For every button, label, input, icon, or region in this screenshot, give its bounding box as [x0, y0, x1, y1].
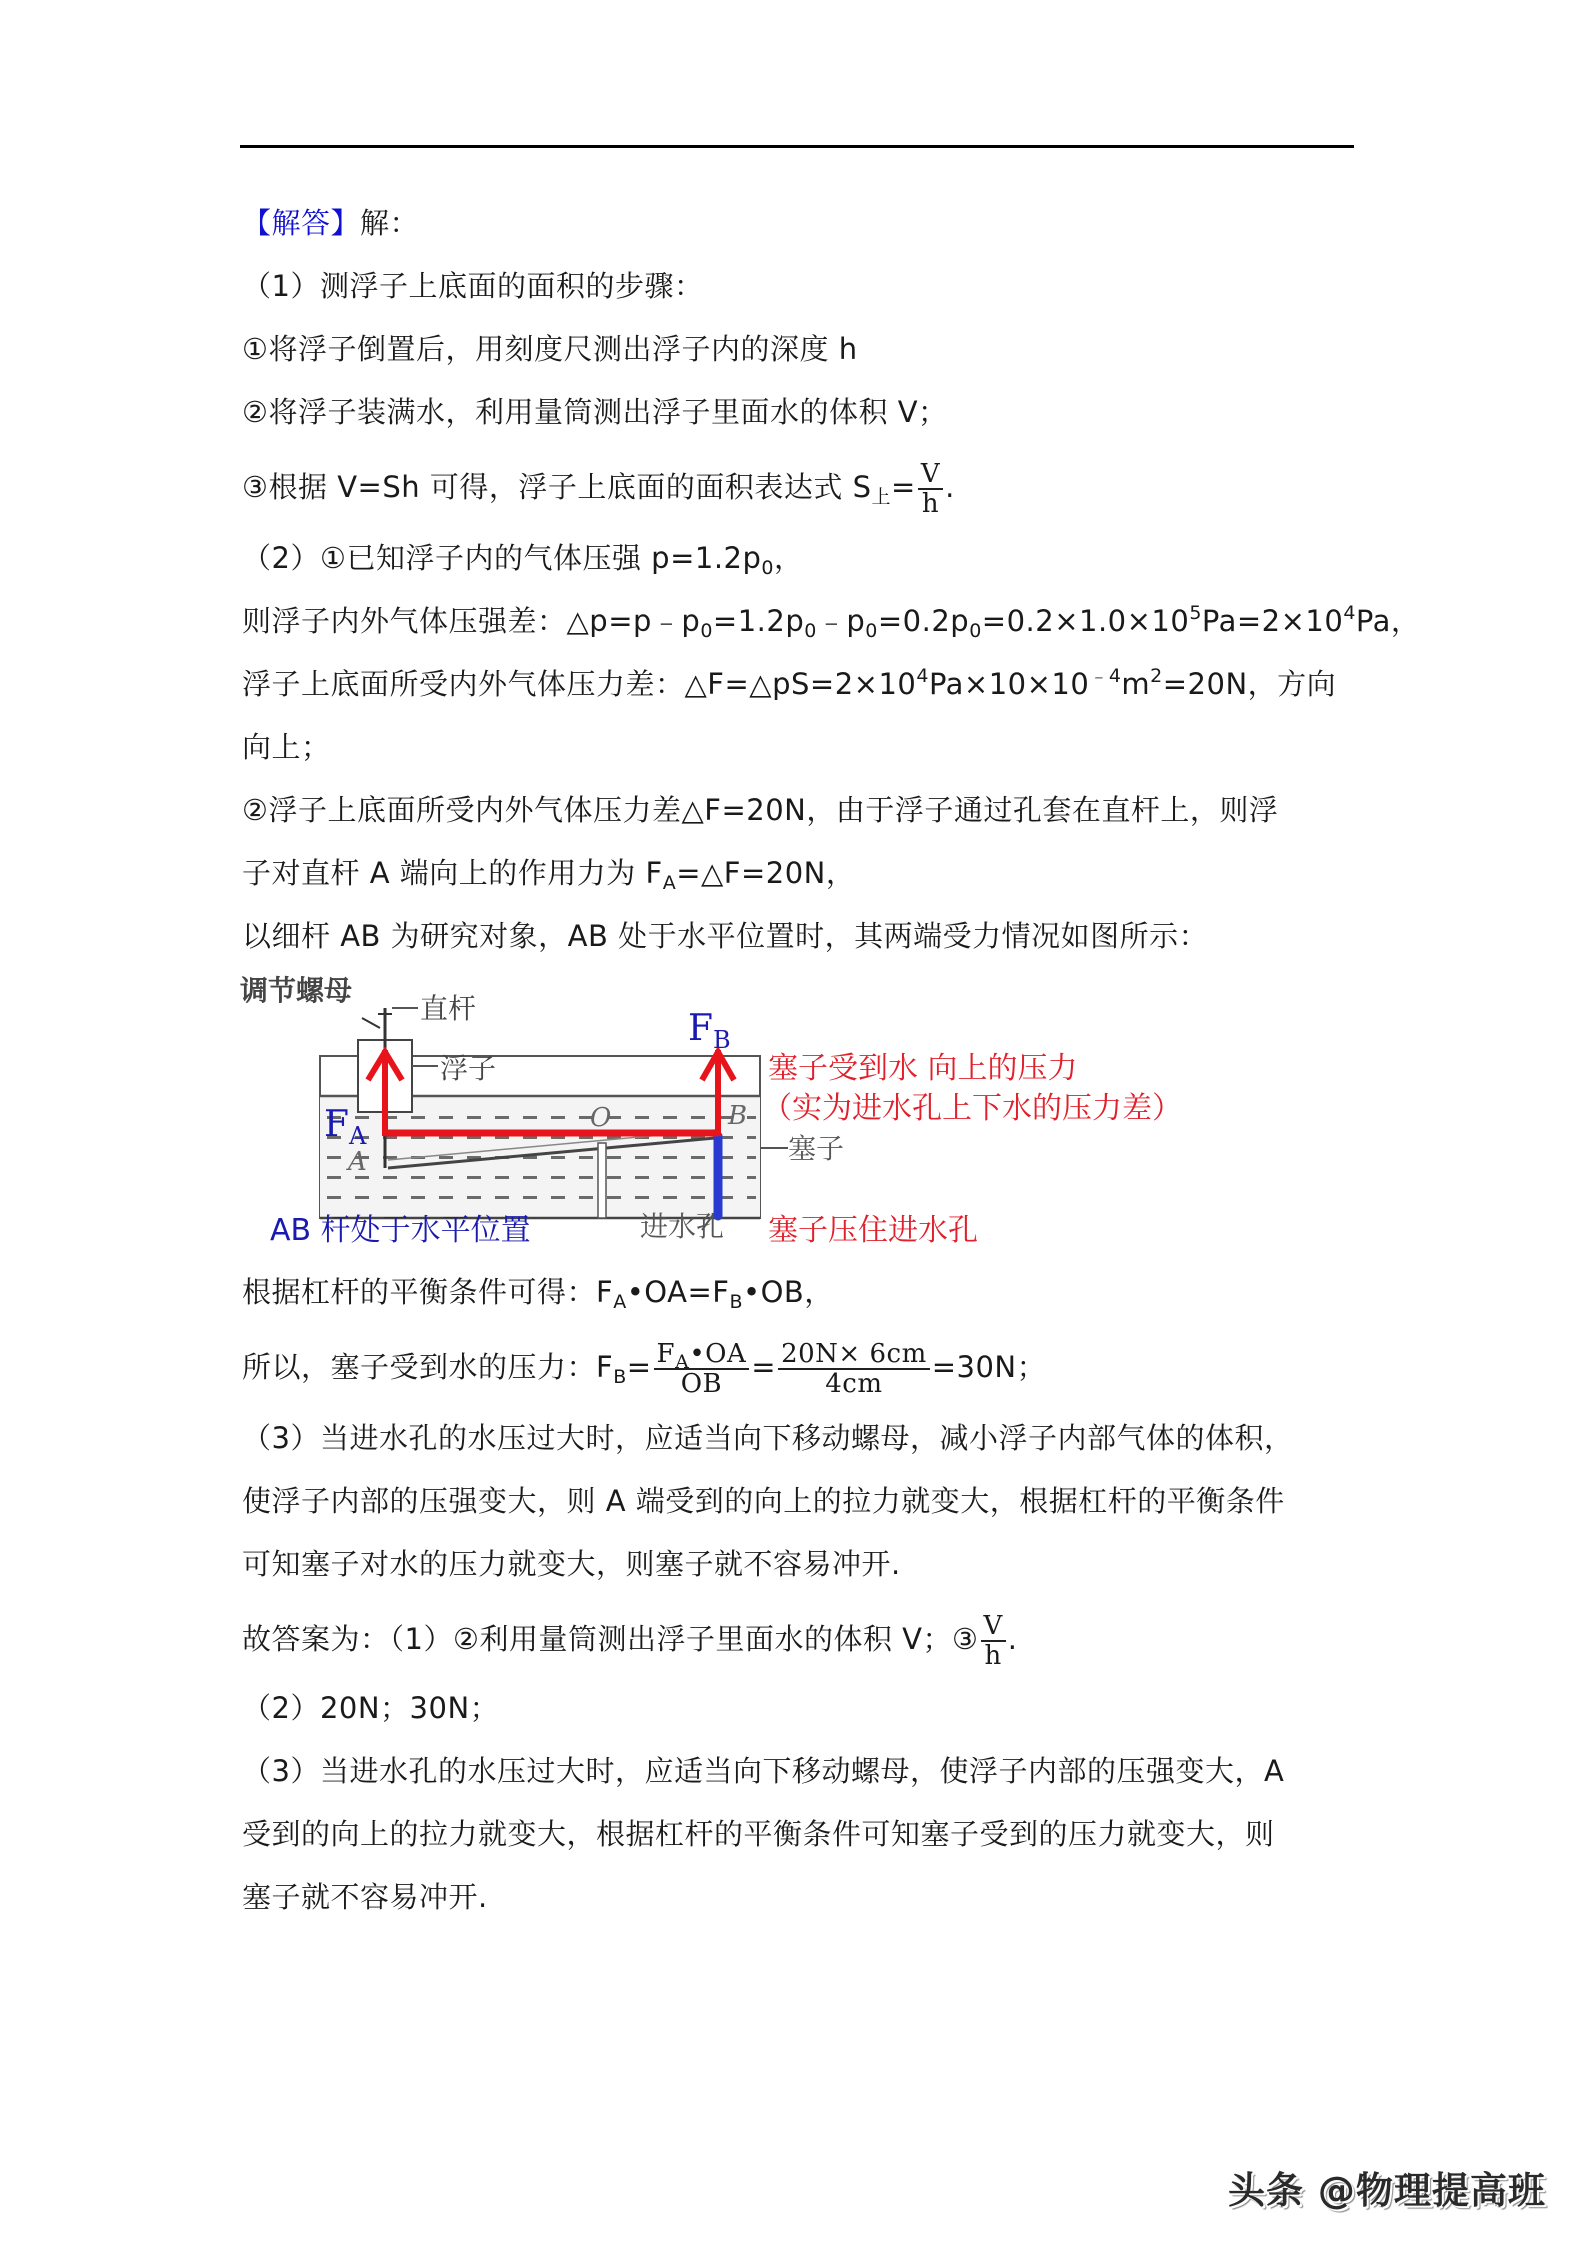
fraction-fa-oa-over-ob: $\frac{F_A•OA}{OB}$ [654, 1340, 750, 1398]
lever-diagram [240, 968, 1260, 1258]
part2-line5: ②浮子上底面所受内外气体压力差△F=20N，由于浮子通过孔套在直杆上，则浮 [242, 793, 1279, 827]
answer-line5: 塞子就不容易冲开. [242, 1880, 488, 1914]
label-force-a: $F_A$ [324, 1104, 367, 1150]
part3-line3: 可知塞子对水的压力就变大，则塞子就不容易冲开. [242, 1547, 901, 1581]
watermark: 头条 @物理提高班 [1228, 2169, 1546, 2212]
label-point-b: B [728, 1101, 748, 1131]
solution-heading: 【解答】解： [242, 206, 420, 240]
part1-step2: ②将浮子装满水，利用量筒测出浮子里面水的体积 V； [242, 395, 948, 429]
part2-line1: （2）①已知浮子内的气体压强 $p=1.2p_0$， [242, 541, 804, 579]
part2-line3: 浮子上底面所受内外气体压力差：$\triangle F=\triangle pS=2\times 10^4Pa\times 10\times 10^{﹣4}m^2=20N$，方向 [242, 665, 1337, 701]
answer-line4: 受到的向上的拉力就变大，根据杠杆的平衡条件可知塞子受到的压力就变大，则 [242, 1817, 1275, 1851]
note-plug-blocks-inlet: 塞子压住进水孔 [768, 1213, 978, 1248]
label-force-b: $F_B$ [688, 1008, 731, 1054]
note-upward-force: 塞子受到水 向上的压力 [768, 1051, 1078, 1086]
label-adjust-nut: 调节螺母 [240, 974, 353, 1007]
lever-balance-equation: 根据杠杆的平衡条件可得：$F_A•OA=F_B•OB$， [242, 1275, 834, 1313]
label-pivot-o: O [590, 1103, 612, 1133]
label-rod: 直杆 [420, 992, 477, 1025]
fraction-v-over-h: $\frac{V}{h}$ [918, 460, 943, 518]
label-float: 浮子 [440, 1052, 497, 1085]
plug-force-result: 所以，塞子受到水的压力：$F_B=$ $\frac{F_A•OA}{OB}$ = $\frac{20N\times 6cm}{4cm}$ =30N； [242, 1339, 1047, 1399]
part1-step3: ③根据 V=Sh 可得，浮子上底面的面积表达式 $S_上=$ $\frac{V}{h}$ . [242, 459, 955, 519]
header-rule [240, 145, 1354, 148]
caption-horizontal: AB 杆处于水平位置 [270, 1213, 531, 1248]
solution-tag: 【解答】 [242, 206, 361, 240]
part2-line6: 子对直杆 A 端向上的作用力为 $F_A=\triangle F=20N$， [242, 856, 856, 894]
part2-line4: 向上； [242, 730, 331, 764]
part1-title: （1）测浮子上底面的面积的步骤： [242, 269, 704, 303]
fraction-answer-v-over-h: $\frac{V}{h}$ [981, 1612, 1006, 1670]
answer-line1: 故答案为：（1）②利用量筒测出浮子里面水的体积 V；③ $\frac{V}{h}$ . [242, 1611, 1018, 1671]
label-plug: 塞子 [788, 1132, 845, 1165]
fraction-numeric: $\frac{20N\times 6cm}{4cm}$ [778, 1340, 930, 1398]
part3-line1: （3）当进水孔的水压过大时，应适当向下移动螺母，减小浮子内部气体的体积， [242, 1421, 1294, 1455]
part2-line7: 以细杆 AB 为研究对象，AB 处于水平位置时，其两端受力情况如图所示： [242, 919, 1209, 953]
label-point-a: A [348, 1147, 367, 1177]
answer-line2: （2）20N；30N； [242, 1691, 500, 1725]
answer-line3: （3）当进水孔的水压过大时，应适当向下移动螺母，使浮子内部的压强变大，A [242, 1754, 1285, 1788]
label-inlet: 进水孔 [640, 1210, 725, 1243]
part1-step1: ①将浮子倒置后，用刻度尺测出浮子内的深度 h [242, 332, 858, 366]
note-pressure-difference: （实为进水孔上下水的压力差） [762, 1091, 1182, 1126]
part3-line2: 使浮子内部的压强变大，则 A 端受到的向上的拉力就变大，根据杠杆的平衡条件 [242, 1484, 1285, 1518]
part2-line2: 则浮子内外气体压强差：$\triangle p=p﹣p_0=1.2p_0﹣p_0=0.2p_0=0.2\times 1.0\times 10^5Pa=2\times 10^4Pa$， [242, 602, 1421, 642]
